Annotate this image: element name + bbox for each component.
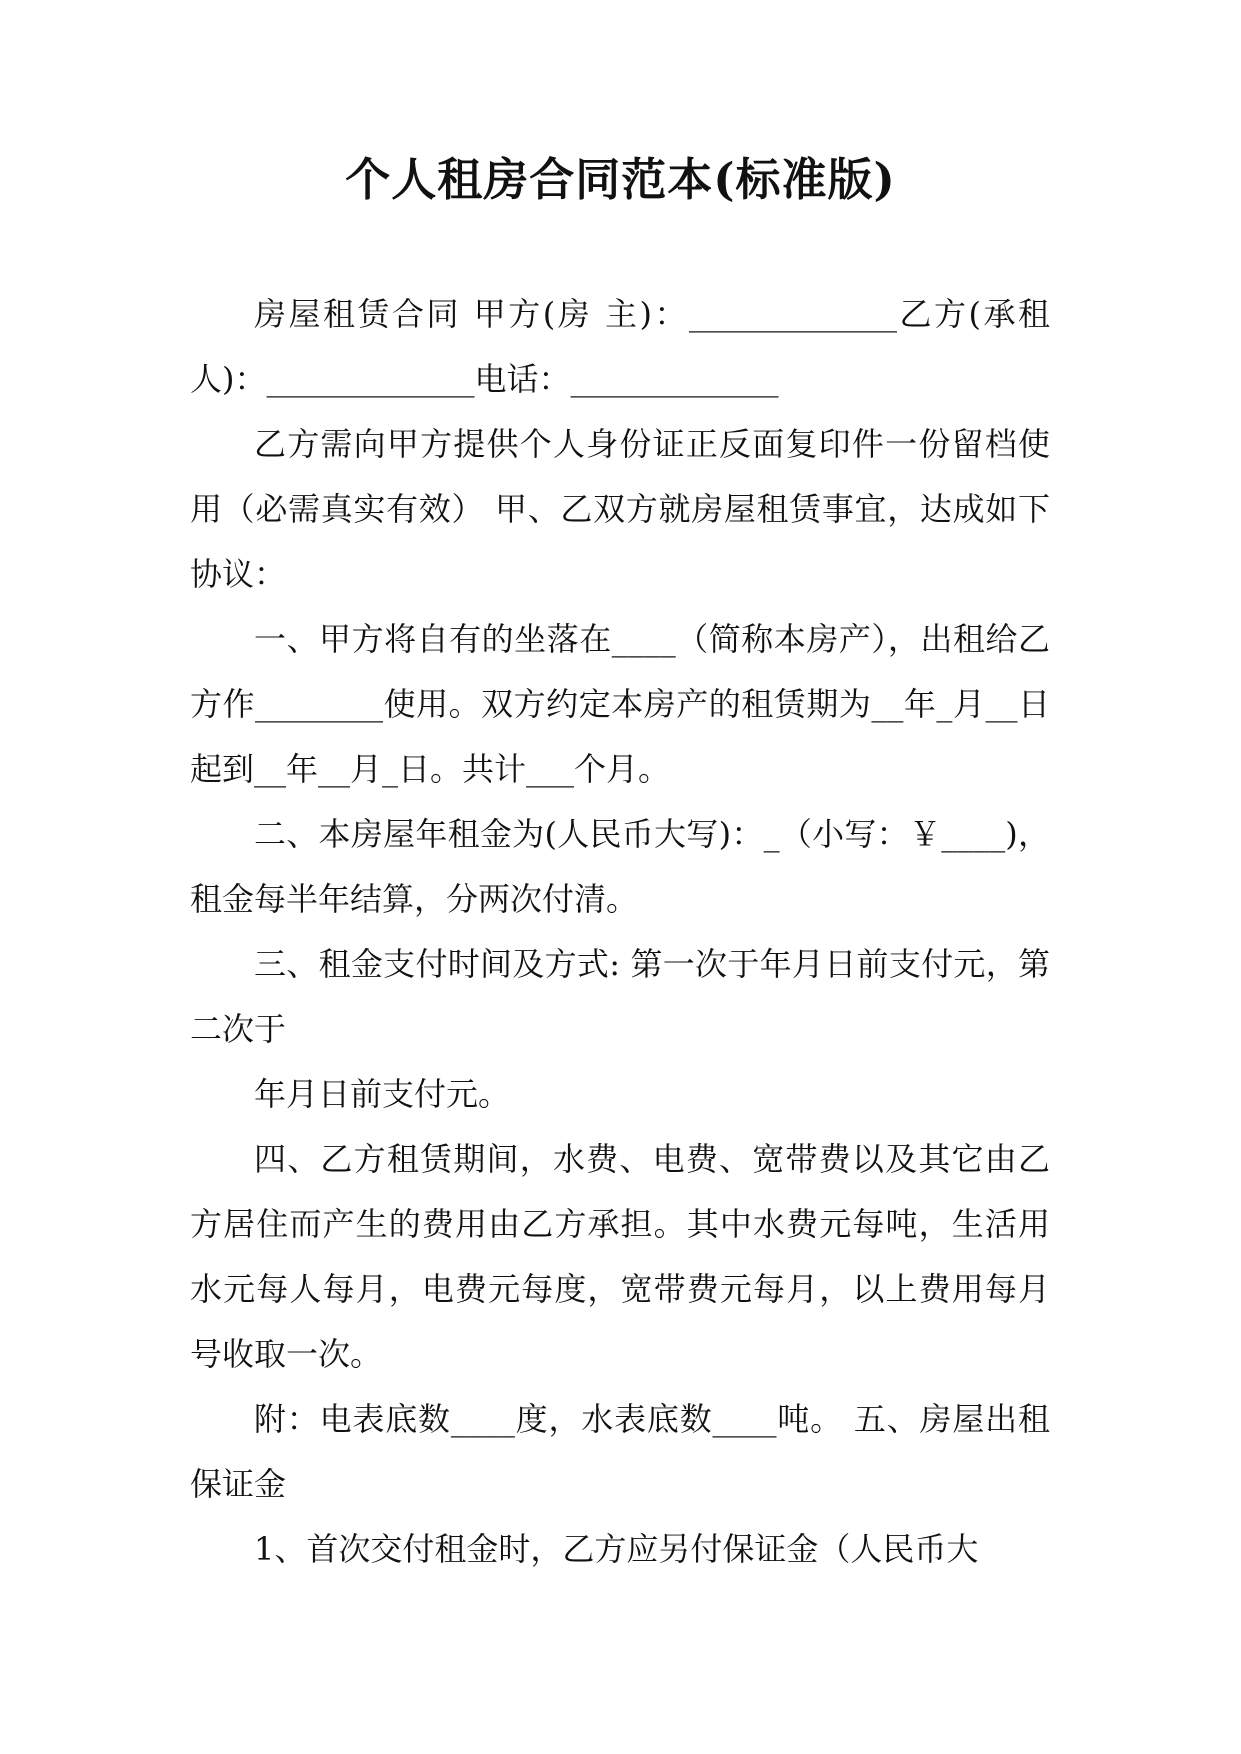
paragraph-id-requirement: 乙方需向甲方提供个人身份证正反面复印件一份留档使用（必需真实有效） 甲、乙双方就房屋租赁事宜，达成如下协议： bbox=[190, 425, 1050, 593]
document-title: 个人租房合同范本(标准版) bbox=[345, 153, 896, 206]
paragraph-clause-3-cont: 年月日前支付元。 bbox=[254, 1075, 511, 1113]
paragraph-parties: 房屋租赁合同 甲方(房 主)：_____________乙方(承租人)：_____________电话：_____________ bbox=[190, 295, 1050, 398]
paragraph-meter-readings: 附：电表底数____度，水表底数____吨。 五、房屋出租保证金 bbox=[190, 1400, 1050, 1503]
paragraph-clause-2: 二、本房屋年租金为(人民币大写)：_（小写：￥____)，租金每半年结算，分两次付清。 bbox=[190, 815, 1050, 918]
paragraph-clause-3: 三、租金支付时间及方式: 第一次于年月日前支付元，第二次于 bbox=[190, 945, 1050, 1048]
paragraph-clause-4: 四、乙方租赁期间，水费、电费、宽带费以及其它由乙方居住而产生的费用由乙方承担。其中水费元每吨，生活用水元每人每月，电费元每度，宽带费元每月，以上费用每月号收取一次。 bbox=[190, 1140, 1050, 1373]
paragraph-deposit-1: 1、首次交付租金时，乙方应另付保证金（人民币大 bbox=[254, 1530, 979, 1568]
document-body bbox=[190, 282, 1050, 1582]
paragraph-clause-1: 一、甲方将自有的坐落在____（简称本房产），出租给乙方作________使用。双方约定本房产的租赁期为__年_月__日起到__年__月_日。共计___个月。 bbox=[190, 620, 1050, 788]
